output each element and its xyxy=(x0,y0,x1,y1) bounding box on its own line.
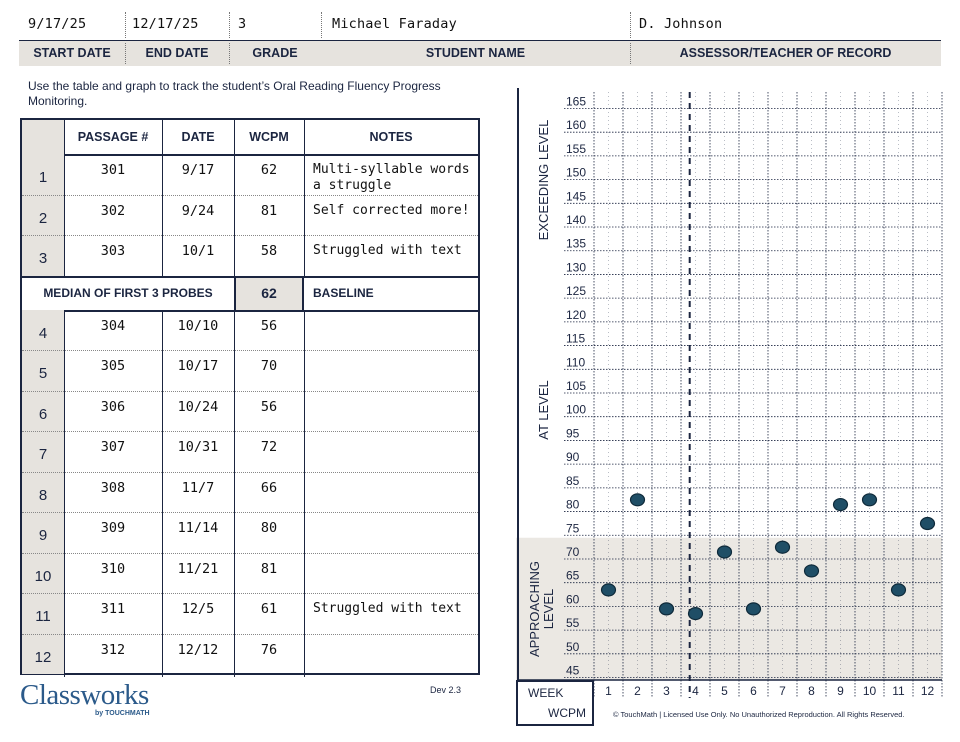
notes-cell xyxy=(304,350,478,391)
header-values xyxy=(19,10,941,40)
y-tick-label: 155 xyxy=(566,141,587,156)
axis-label-box xyxy=(516,680,594,726)
column-divider xyxy=(234,310,235,678)
row-number: 1 xyxy=(22,154,64,195)
y-tick-label: 145 xyxy=(566,189,587,204)
x-tick-label: 9 xyxy=(837,684,844,698)
notes-cell xyxy=(304,391,478,432)
notes-cell xyxy=(304,472,478,513)
date-cell: 10/31 xyxy=(177,439,219,455)
data-point xyxy=(776,541,790,553)
passage-cell: 311 xyxy=(100,601,126,617)
y-tick-label: 80 xyxy=(566,497,580,512)
median-top-border xyxy=(22,276,478,278)
y-tick-label: 115 xyxy=(566,331,586,346)
y-tick-label: 50 xyxy=(566,639,580,654)
wcpm-cell: 81 xyxy=(260,202,278,219)
end-date-label: END DATE xyxy=(145,46,209,60)
fluency-table xyxy=(20,118,480,675)
table-row xyxy=(22,593,478,634)
passage-cell: 307 xyxy=(100,439,126,455)
table-row xyxy=(22,512,478,553)
grade-value: 3 xyxy=(238,16,247,32)
y-tick-label: 45 xyxy=(566,663,580,678)
row-number: 2 xyxy=(22,195,64,236)
y-tick-label: 165 xyxy=(566,94,587,109)
data-point xyxy=(689,608,703,620)
x-tick-label: 2 xyxy=(634,684,641,698)
date-cell: 10/10 xyxy=(177,317,219,334)
data-point xyxy=(660,603,674,615)
column-header-wcpm: WCPM xyxy=(249,130,289,144)
wcpm-cell: 56 xyxy=(260,317,278,334)
data-point xyxy=(747,603,761,615)
data-point xyxy=(834,499,848,511)
x-tick-label: 11 xyxy=(892,684,905,698)
notes-cell xyxy=(304,310,478,351)
row-number: 9 xyxy=(22,512,64,553)
header-divider xyxy=(630,12,631,38)
passage-cell: 309 xyxy=(100,520,126,536)
date-cell: 10/1 xyxy=(181,243,215,259)
median-label: MEDIAN OF FIRST 3 PROBES xyxy=(43,285,213,300)
table-row xyxy=(22,195,478,236)
progress-chart xyxy=(514,88,944,728)
y-tick-label: 90 xyxy=(566,450,580,465)
row-number: 3 xyxy=(22,235,64,276)
notes-cell: Struggled with text xyxy=(313,601,462,616)
date-cell: 12/12 xyxy=(177,641,219,658)
wcpm-cell: 81 xyxy=(260,560,278,577)
median-row xyxy=(22,276,478,310)
copyright-text: © TouchMath | Licensed Use Only. No Unauthorized Reproduction. All Rights Reserved. xyxy=(613,710,905,719)
passage-cell: 308 xyxy=(100,479,126,496)
row-number: 8 xyxy=(22,472,64,513)
column-divider xyxy=(162,310,163,678)
column-divider xyxy=(304,310,305,678)
passage-cell: 312 xyxy=(100,641,126,658)
passage-cell: 304 xyxy=(100,317,126,334)
y-tick-label: 100 xyxy=(566,402,587,417)
row-number: 10 xyxy=(22,553,64,594)
version-label: Dev 2.3 xyxy=(430,685,462,695)
header-divider xyxy=(321,12,322,38)
median-value: 62 xyxy=(234,276,304,310)
row-number: 5 xyxy=(22,350,64,391)
row-number: 4 xyxy=(22,310,64,351)
date-cell: 12/5 xyxy=(181,601,215,617)
table-row xyxy=(22,310,478,351)
approaching-level-label xyxy=(528,549,556,669)
column-divider xyxy=(162,120,163,276)
y-tick-label: 105 xyxy=(566,379,587,393)
y-tick-label: 130 xyxy=(566,260,587,275)
y-tick-label: 135 xyxy=(566,236,587,251)
row-divider xyxy=(22,553,478,554)
grade-label: GRADE xyxy=(252,46,298,60)
data-point xyxy=(602,584,616,596)
notes-cell xyxy=(304,634,478,675)
date-cell: 10/24 xyxy=(177,398,219,415)
progress-chart-svg xyxy=(514,88,944,728)
wcpm-cell: 62 xyxy=(260,162,278,178)
start-date-label: START DATE xyxy=(33,46,111,60)
y-tick-label: 60 xyxy=(566,592,580,607)
table-row xyxy=(22,350,478,391)
x-tick-label: 7 xyxy=(779,684,786,698)
wcpm-axis-label: WCPM xyxy=(548,706,586,720)
table-row xyxy=(22,154,478,195)
data-point xyxy=(805,565,819,577)
assessor-value: D. Johnson xyxy=(639,16,723,32)
y-tick-label: 150 xyxy=(566,165,587,180)
date-cell: 10/17 xyxy=(177,358,219,374)
logo-subtext: by TOUCHMATH xyxy=(95,710,150,717)
approaching-level-text: APPROACHING LEVEL xyxy=(527,560,556,657)
row-divider xyxy=(22,195,478,196)
date-cell: 11/14 xyxy=(177,520,219,536)
y-tick-label: 140 xyxy=(566,213,587,228)
column-header-date: DATE xyxy=(181,130,215,144)
date-cell: 11/7 xyxy=(181,479,215,496)
wcpm-cell: 72 xyxy=(260,439,278,455)
y-tick-label: 160 xyxy=(566,118,587,133)
y-tick-label: 55 xyxy=(566,616,580,631)
table-row xyxy=(22,553,478,594)
wcpm-cell: 61 xyxy=(260,601,278,617)
notes-cell xyxy=(304,431,478,472)
notes-cell: Self corrected more! xyxy=(313,202,470,218)
date-cell: 9/24 xyxy=(181,202,215,219)
data-point xyxy=(863,494,877,506)
y-tick-label: 120 xyxy=(566,307,587,322)
wcpm-cell: 70 xyxy=(260,358,278,374)
column-divider xyxy=(234,120,235,276)
date-cell: 9/17 xyxy=(181,162,215,178)
header-divider xyxy=(125,12,126,38)
data-point xyxy=(718,546,732,558)
y-tick-label: 110 xyxy=(566,355,586,370)
y-tick-label: 65 xyxy=(566,568,580,583)
row-divider xyxy=(22,512,478,513)
wcpm-cell: 58 xyxy=(260,243,278,259)
logo-text: Classworks xyxy=(20,679,149,711)
table-header-row xyxy=(22,120,478,156)
end-date-value: 12/17/25 xyxy=(132,16,199,32)
date-cell: 11/21 xyxy=(177,560,219,577)
y-tick-label: 125 xyxy=(566,284,587,299)
row-divider xyxy=(22,391,478,392)
x-tick-label: 8 xyxy=(808,684,815,698)
x-tick-label: 1 xyxy=(605,684,612,698)
table-row xyxy=(22,235,478,276)
column-divider xyxy=(304,120,305,276)
exceeding-level-label: EXCEEDING LEVEL xyxy=(536,119,551,241)
assessor-label: ASSESSOR/TEACHER OF RECORD xyxy=(679,46,892,60)
column-header-passage: PASSAGE # xyxy=(77,130,149,144)
row-divider xyxy=(22,593,478,594)
row-divider xyxy=(22,472,478,473)
row-number: 7 xyxy=(22,431,64,472)
row-number: 12 xyxy=(22,634,64,675)
column-header-number xyxy=(22,120,64,154)
header-labels xyxy=(19,40,941,66)
data-point xyxy=(631,494,645,506)
notes-cell: Struggled with text xyxy=(313,243,462,258)
table-row xyxy=(22,391,478,432)
table-row xyxy=(22,431,478,472)
passage-cell: 305 xyxy=(100,358,126,374)
y-tick-label: 95 xyxy=(566,426,580,441)
passage-cell: 303 xyxy=(100,243,126,259)
x-tick-label: 12 xyxy=(920,684,935,698)
baseline-label: BASELINE xyxy=(313,285,374,300)
row-number: 11 xyxy=(22,593,64,634)
row-divider xyxy=(22,634,478,635)
data-point xyxy=(892,584,906,596)
notes-cell: Multi-syllable words a struggle xyxy=(313,162,470,193)
classworks-logo xyxy=(20,679,150,717)
wcpm-cell: 56 xyxy=(260,398,278,415)
wcpm-cell: 66 xyxy=(260,479,278,496)
student-name-value: Michael Faraday xyxy=(332,16,457,32)
column-divider xyxy=(64,310,65,678)
passage-cell: 302 xyxy=(100,202,126,219)
column-header-notes: NOTES xyxy=(369,130,413,144)
week-axis-label: WEEK xyxy=(528,686,564,700)
row-number: 6 xyxy=(22,391,64,432)
student-name-label: STUDENT NAME xyxy=(425,46,526,60)
x-tick-label: 6 xyxy=(750,684,757,698)
notes-cell xyxy=(304,512,478,553)
wcpm-cell: 80 xyxy=(260,520,278,536)
row-divider xyxy=(22,350,478,351)
start-date-value: 9/17/25 xyxy=(28,16,87,32)
table-row xyxy=(22,472,478,513)
row-divider xyxy=(22,431,478,432)
table-row xyxy=(22,634,478,675)
passage-cell: 310 xyxy=(100,560,126,577)
x-tick-label: 3 xyxy=(663,684,670,698)
row-divider xyxy=(22,235,478,236)
column-divider xyxy=(64,120,65,276)
passage-cell: 301 xyxy=(100,162,126,178)
y-tick-label: 70 xyxy=(566,544,580,559)
x-tick-label: 10 xyxy=(862,684,877,698)
instructions-text: Use the table and graph to track the student’s Oral Reading Fluency Progress Monitoring. xyxy=(28,79,441,108)
x-tick-label: 4 xyxy=(692,684,699,698)
x-tick-label: 5 xyxy=(721,684,728,698)
y-tick-label: 75 xyxy=(566,521,580,536)
header-divider xyxy=(229,12,230,38)
at-level-label: AT LEVEL xyxy=(536,379,551,440)
y-tick-label: 85 xyxy=(566,473,580,488)
passage-cell: 306 xyxy=(100,398,126,415)
notes-cell xyxy=(304,553,478,594)
data-point xyxy=(921,518,935,530)
wcpm-cell: 76 xyxy=(260,641,278,658)
